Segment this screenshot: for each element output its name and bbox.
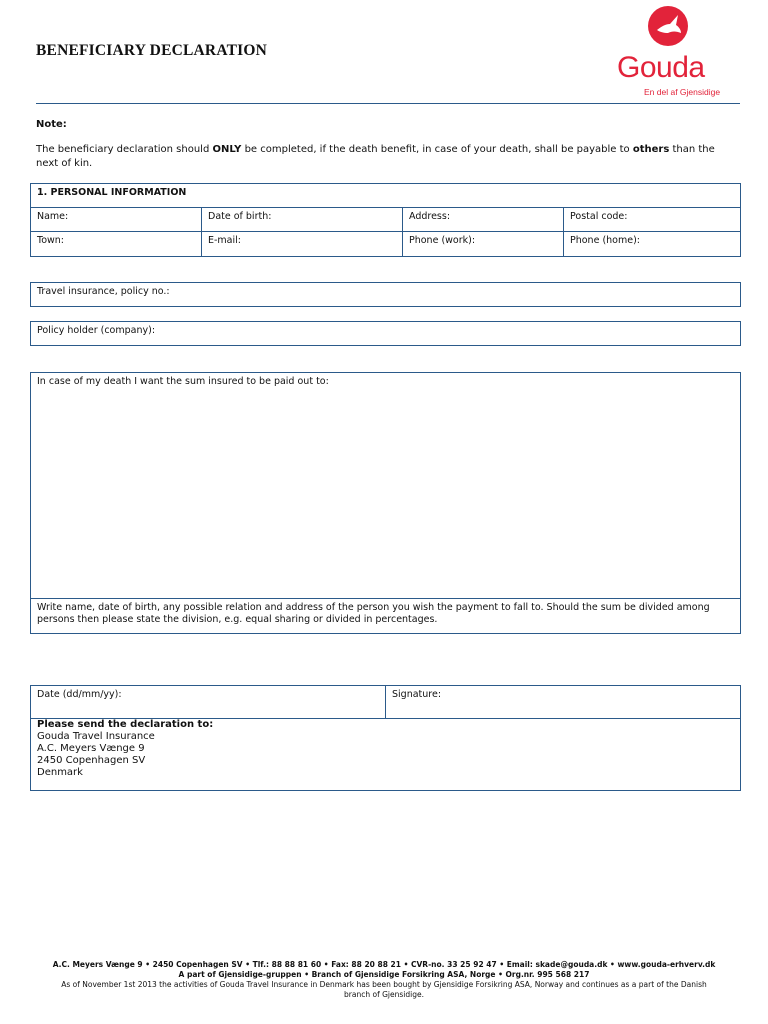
payout-recipient-area[interactable]: In case of my death I want the sum insured to be paid out to: — [30, 372, 741, 599]
payout-instructions: Write name, date of birth, any possible relation and address of the person you wish the payment to fall to. Should the sum be divided among persons then please state the division, e.g. equal sharing or divided in percentages. — [30, 598, 741, 634]
footer-company-line: A part of Gjensidige-gruppen • Branch of Gjensidige Forsikring ASA, Norge • Org.nr. 995 568 217 — [178, 970, 590, 979]
send-to-address-block — [30, 718, 741, 791]
address-line: Denmark — [37, 767, 83, 778]
phone-work-field[interactable]: Phone (work): — [402, 231, 564, 257]
address-line: Gouda Travel Insurance — [37, 731, 155, 742]
date-field[interactable]: Date (dd/mm/yy): — [30, 685, 386, 719]
date-of-birth-field[interactable]: Date of birth: — [201, 207, 403, 232]
phone-home-field[interactable]: Phone (home): — [563, 231, 741, 257]
email-field[interactable]: E-mail: — [201, 231, 403, 257]
footer-notice: As of November 1st 2013 the activities of Gouda Travel Insurance in Denmark has been bought by Gjensidige Forsikring ASA, Norway and continues as a part of the Danish branch of Gjensidige. — [61, 980, 707, 999]
logo-wordmark: Gouda — [617, 51, 705, 84]
note-emphasis-only: ONLY — [212, 144, 242, 155]
note-label: Note: — [36, 119, 67, 130]
note-text-part: than the next of kin. — [36, 144, 715, 169]
signature-field[interactable]: Signature: — [385, 685, 741, 719]
send-to-heading: Please send the declaration to: — [37, 719, 214, 730]
note-text-part: The beneficiary declaration should — [36, 144, 213, 155]
address-line: 2450 Copenhagen SV — [37, 755, 146, 766]
footer — [0, 960, 768, 1000]
swallow-logo-icon — [648, 6, 688, 46]
footer-contact-line: A.C. Meyers Vænge 9 • 2450 Copenhagen SV • Tlf.: 88 88 81 60 • Fax: 88 20 88 21 • CVR-no. 33 25 92 47 • Email: skade@gouda.dk • www.gouda-erhverv.dk — [52, 960, 716, 969]
address-field[interactable]: Address: — [402, 207, 564, 232]
postal-code-field[interactable]: Postal code: — [563, 207, 741, 232]
policy-holder-field[interactable]: Policy holder (company): — [30, 321, 741, 346]
name-field[interactable]: Name: — [30, 207, 202, 232]
personal-info-heading: 1. PERSONAL INFORMATION — [30, 183, 741, 208]
logo-tagline: En del af Gjensidige — [644, 87, 721, 97]
address-line: A.C. Meyers Vænge 9 — [37, 743, 145, 754]
note-emphasis-others: others — [632, 144, 670, 155]
travel-policy-number-field[interactable]: Travel insurance, policy no.: — [30, 282, 741, 307]
note-text-part: be completed, if the death benefit, in case of your death, shall be payable to — [241, 144, 633, 155]
header-divider — [36, 103, 740, 104]
town-field[interactable]: Town: — [30, 231, 202, 257]
note-text — [36, 143, 736, 171]
page-title: BENEFICIARY DECLARATION — [36, 42, 267, 59]
